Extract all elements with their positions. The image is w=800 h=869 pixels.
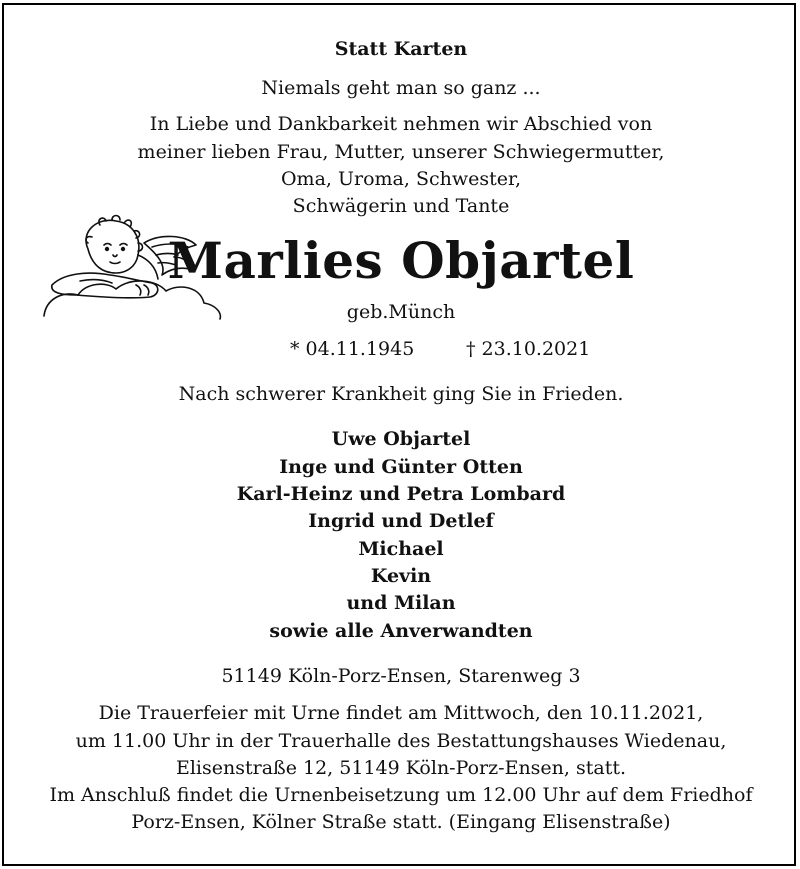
mourner: Kevin <box>370 565 432 587</box>
mourner: sowie alle Anverwandten <box>269 620 533 642</box>
intro-line: Schwägerin und Tante <box>292 195 510 217</box>
motto: Niemals geht man so ganz ... <box>261 77 541 99</box>
passing-note: Nach schwerer Krankheit ging Sie in Frieden. <box>178 383 624 405</box>
intro-line: In Liebe und Dankbarkeit nehmen wir Abschied von <box>149 113 653 135</box>
obituary-card <box>2 3 796 866</box>
deceased-name: Marlies Objartel <box>167 231 635 290</box>
ceremony-line: Porz-Ensen, Kölner Straße statt. (Eingang Elisenstraße) <box>131 811 671 833</box>
ceremony-line: Die Trauerfeier mit Urne findet am Mittwoch, den 10.11.2021, <box>98 702 704 724</box>
mourner: Karl-Heinz und Petra Lombard <box>236 483 566 505</box>
mourner: und Milan <box>346 592 456 614</box>
ceremony-line: Elisenstraße 12, 51149 Köln-Porz-Ensen, statt. <box>175 757 627 779</box>
header-statt-karten: Statt Karten <box>334 38 468 60</box>
mourner: Inge und Günter Otten <box>279 456 523 478</box>
intro-line: Oma, Uroma, Schwester, <box>280 168 522 190</box>
family-address: 51149 Köln-Porz-Ensen, Starenweg 3 <box>221 665 581 687</box>
birth-name: geb.Münch <box>346 301 456 323</box>
mourner: Ingrid und Detlef <box>308 510 494 532</box>
mourner: Uwe Objartel <box>331 428 471 450</box>
mourner: Michael <box>358 538 444 560</box>
birth-date: * 04.11.1945 <box>290 338 415 360</box>
ceremony-line: Im Anschluß findet die Urnenbeisetzung um 12.00 Uhr auf dem Friedhof <box>49 784 753 806</box>
ceremony-line: um 11.00 Uhr in der Trauerhalle des Bestattungshauses Wiedenau, <box>75 730 727 752</box>
intro-line: meiner lieben Frau, Mutter, unserer Schwiegermutter, <box>137 141 665 163</box>
death-date: † 23.10.2021 <box>466 338 591 360</box>
